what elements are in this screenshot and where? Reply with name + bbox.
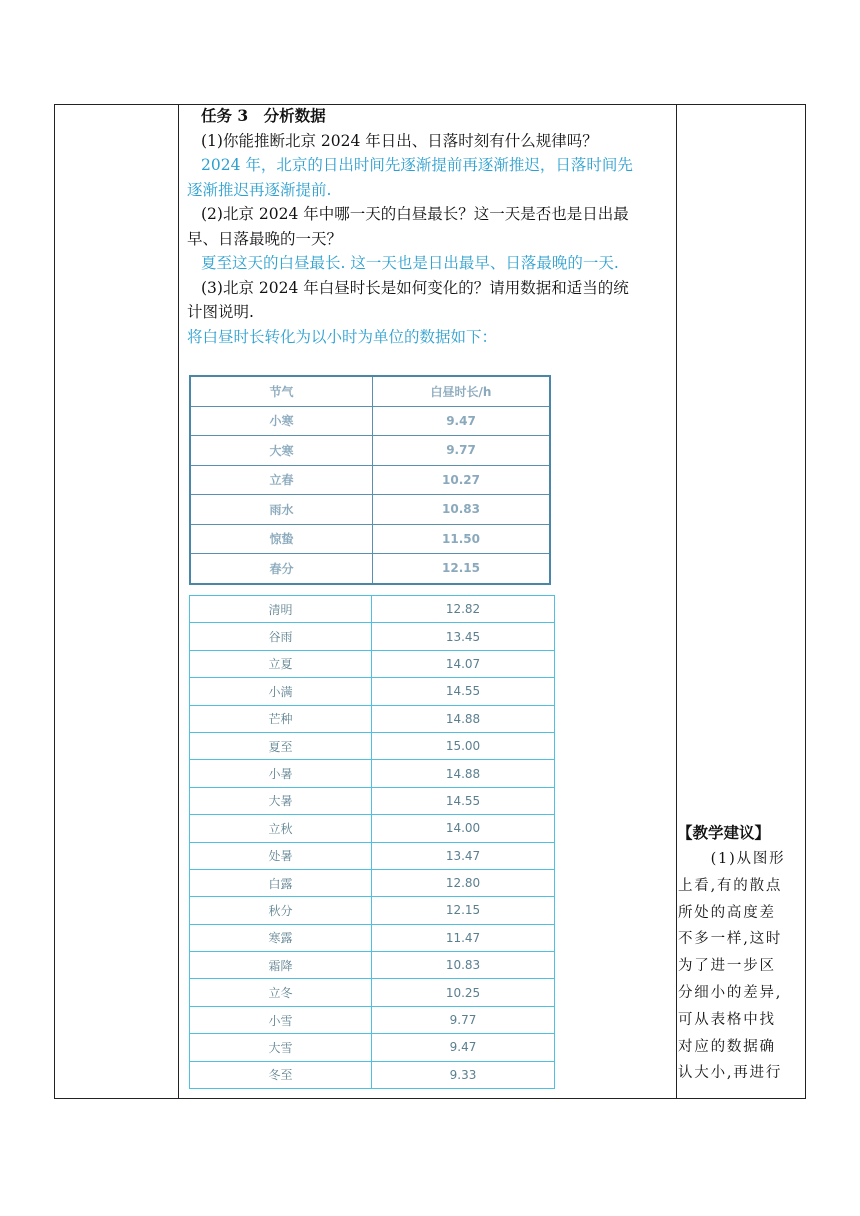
- hours-cell: 12.15: [372, 897, 555, 924]
- table-row: [190, 1006, 555, 1033]
- header-daylight-hours: 白昼时长/h: [373, 376, 551, 406]
- hours-cell: 10.83: [372, 952, 555, 979]
- hours-cell: 11.50: [373, 524, 551, 554]
- hours-cell: 9.77: [372, 1006, 555, 1033]
- solar-term-cell: 霜降: [190, 952, 372, 979]
- answer-1-line-1: 2024 年，北京的日出时间先逐渐提前再逐渐推迟，日落时间先: [201, 156, 633, 174]
- hours-cell: 14.07: [372, 650, 555, 677]
- solar-term-cell: 春分: [190, 554, 373, 584]
- question-2-line-2: 早、日落最晚的一天？: [187, 229, 343, 248]
- table-row: [190, 678, 555, 705]
- table-row: [190, 623, 555, 650]
- solar-term-cell: 小满: [190, 678, 372, 705]
- hours-cell: 11.47: [372, 924, 555, 951]
- hours-cell: 12.82: [372, 596, 555, 623]
- hours-cell: 14.55: [372, 678, 555, 705]
- teaching-suggestion-heading: 【教学建议】: [677, 823, 771, 842]
- hours-cell: 14.55: [372, 787, 555, 814]
- table-row: [190, 406, 550, 436]
- hours-cell: 10.27: [373, 465, 551, 495]
- hours-cell: 12.15: [373, 554, 551, 584]
- solar-term-cell: 立秋: [190, 815, 372, 842]
- question-3-line-1: (3)北京 2024 年白昼时长是如何变化的？请用数据和适当的统: [201, 278, 629, 297]
- table-row: [190, 436, 550, 466]
- header-solar-term: 节气: [190, 376, 373, 406]
- solar-term-cell: 小暑: [190, 760, 372, 787]
- solar-term-cell: 寒露: [190, 924, 372, 951]
- table-row: [190, 897, 555, 924]
- daylight-table-part-2: [189, 595, 555, 1089]
- solar-term-cell: 立夏: [190, 650, 372, 677]
- table-row: [190, 705, 555, 732]
- hours-cell: 9.47: [373, 406, 551, 436]
- answer-2: 夏至这天的白昼最长. 这一天也是日出最早、日落最晚的一天.: [201, 254, 619, 272]
- table-row: [190, 732, 555, 759]
- solar-term-cell: 秋分: [190, 897, 372, 924]
- table-row: [190, 524, 550, 554]
- hours-cell: 10.83: [373, 495, 551, 525]
- hours-cell: 15.00: [372, 732, 555, 759]
- table-row: [190, 1061, 555, 1088]
- table-row: [190, 952, 555, 979]
- table-row: [190, 554, 550, 584]
- solar-term-cell: 白露: [190, 869, 372, 896]
- answer-3-intro: 将白昼时长转化为以小时为单位的数据如下：: [187, 327, 498, 346]
- solar-term-cell: 清明: [190, 596, 372, 623]
- hours-cell: 13.47: [372, 842, 555, 869]
- answer-1-line-2: 逐渐推迟再逐渐提前.: [187, 180, 332, 199]
- hours-cell: 14.88: [372, 760, 555, 787]
- main-content: [187, 104, 669, 349]
- solar-term-cell: 小雪: [190, 1006, 372, 1033]
- table-row: [190, 787, 555, 814]
- suggestion-line: 不多一样,这时: [678, 931, 783, 948]
- solar-term-cell: 大雪: [190, 1034, 372, 1061]
- solar-term-cell: 立冬: [190, 979, 372, 1006]
- solar-term-cell: 处暑: [190, 842, 372, 869]
- solar-term-cell: 谷雨: [190, 623, 372, 650]
- suggestion-line: 可从表格中找: [678, 1011, 776, 1028]
- question-2-line-1: (2)北京 2024 年中哪一天的白昼最长？这一天是否也是日出最: [201, 205, 629, 223]
- suggestion-line: 为了进一步区: [678, 958, 776, 975]
- hours-cell: 9.47: [372, 1034, 555, 1061]
- table-row: [190, 842, 555, 869]
- table-row: [190, 1034, 555, 1061]
- column-divider-left: [178, 104, 179, 1099]
- solar-term-cell: 芒种: [190, 705, 372, 732]
- solar-term-cell: 雨水: [190, 495, 373, 525]
- hours-cell: 10.25: [372, 979, 555, 1006]
- solar-term-cell: 立春: [190, 465, 373, 495]
- table-row: [190, 650, 555, 677]
- table-row: [190, 465, 550, 495]
- suggestion-line: 上看,有的散点: [678, 877, 783, 894]
- solar-term-cell: 惊蛰: [190, 524, 373, 554]
- hours-cell: 12.80: [372, 869, 555, 896]
- table-row: [190, 869, 555, 896]
- table-row: [190, 924, 555, 951]
- suggestion-line: (1)从图形: [678, 851, 786, 867]
- suggestion-line: 所处的高度差: [678, 904, 776, 921]
- hours-cell: 14.88: [372, 705, 555, 732]
- hours-cell: 13.45: [372, 623, 555, 650]
- task-title: 任务 3 分析数据: [201, 106, 326, 125]
- question-1: (1)你能推断北京 2024 年日出、日落时刻有什么规律吗？: [201, 131, 598, 150]
- hours-cell: 9.77: [373, 436, 551, 466]
- hours-cell: 9.33: [372, 1061, 555, 1088]
- solar-term-cell: 冬至: [190, 1061, 372, 1088]
- solar-term-cell: 小寒: [190, 406, 373, 436]
- suggestion-line: 认大小,再进行: [678, 1065, 783, 1082]
- suggestion-line: 分细小的差异,: [678, 984, 783, 1001]
- suggestion-line: 对应的数据确: [678, 1038, 776, 1055]
- table-row: [190, 596, 555, 623]
- table-row: [190, 495, 550, 525]
- question-3-line-2: 计图说明.: [187, 303, 254, 321]
- solar-term-cell: 夏至: [190, 732, 372, 759]
- table-row: [190, 979, 555, 1006]
- hours-cell: 14.00: [372, 815, 555, 842]
- teaching-suggestion: [678, 820, 802, 1087]
- table-row: [190, 760, 555, 787]
- column-divider-right: [676, 104, 677, 1099]
- solar-term-cell: 大暑: [190, 787, 372, 814]
- daylight-table-part-1: [189, 375, 551, 585]
- table-header-row: [190, 376, 550, 406]
- table-row: [190, 815, 555, 842]
- solar-term-cell: 大寒: [190, 436, 373, 466]
